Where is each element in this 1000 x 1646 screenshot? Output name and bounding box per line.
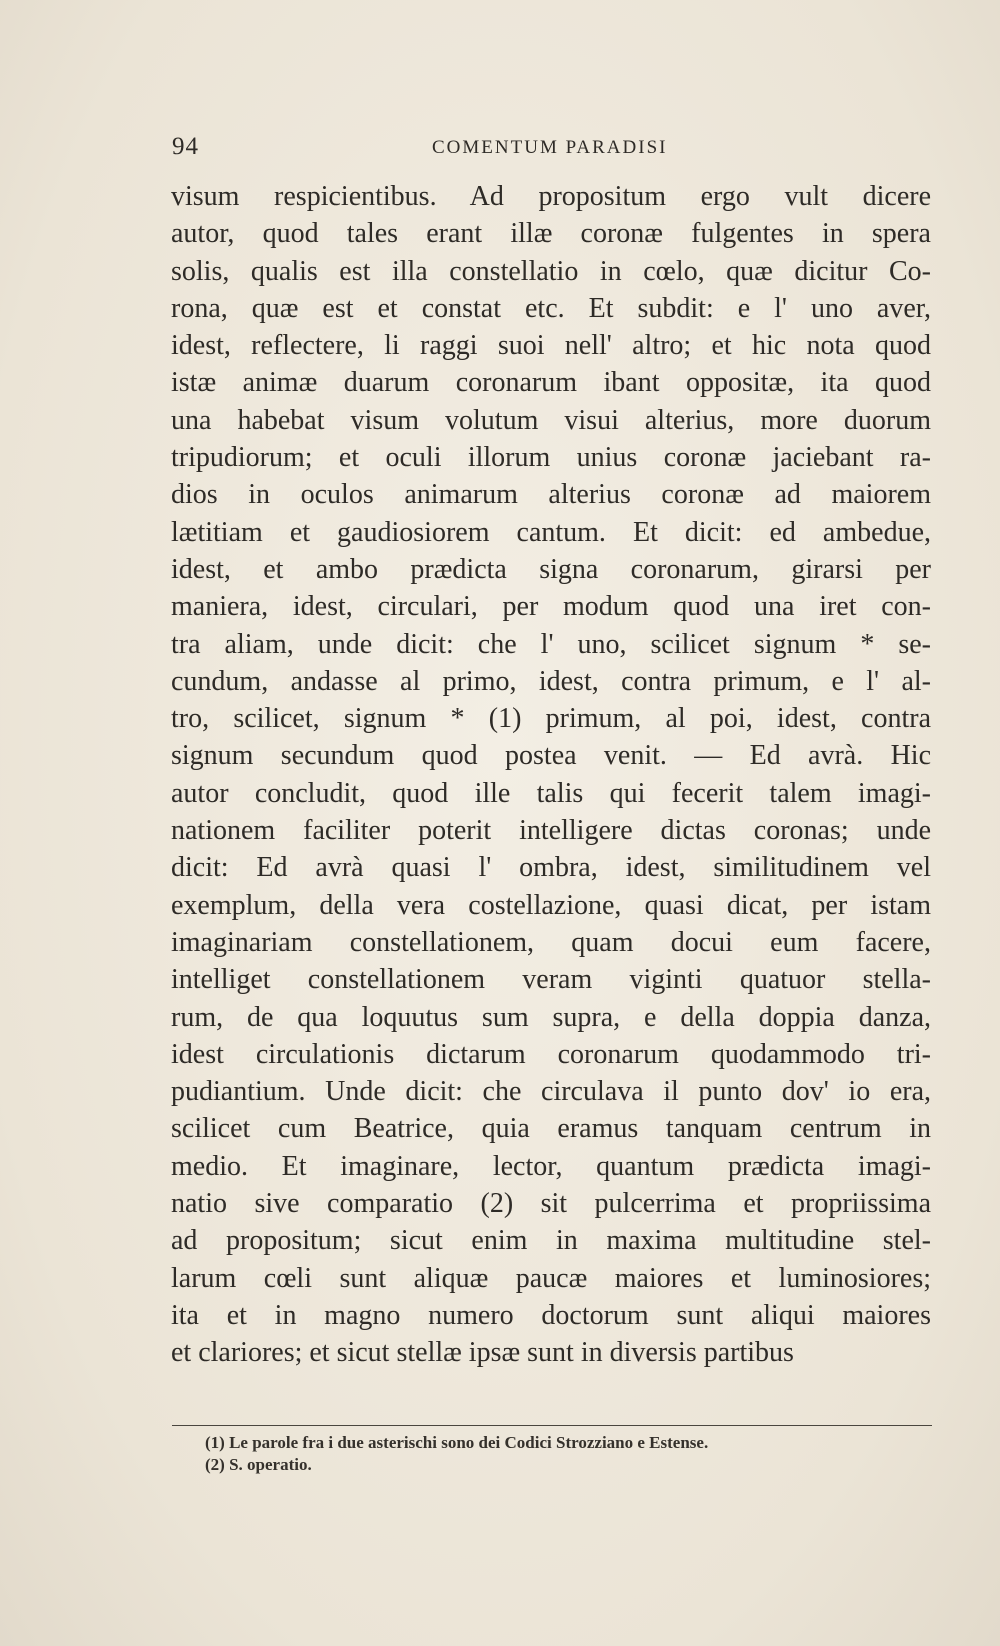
text-line: ita et in magno numero doctorum sunt aliqui maiores [171,1299,931,1331]
text-line: idest circulationis dictarum coronarum quodammodo tri- [171,1038,931,1070]
text-line: signum secundum quod postea venit. — Ed avrà. Hic [171,740,931,772]
running-head [172,133,932,167]
text-line: larum cœli sunt aliquæ paucæ maiores et luminosiores; [171,1262,931,1294]
text-line: maniera, idest, circulari, per modum quod una iret con- [171,591,931,623]
text-line: idest, reflectere, li raggi suoi nell' altro; et hic nota quod [171,330,931,362]
text-line: dicit: Ed avrà quasi l' ombra, idest, similitudinem vel [171,852,931,884]
running-title: COMENTUM PARADISI [432,137,668,158]
text-line: solis, qualis est illa constellatio in cœlo, quæ dicitur Co- [171,255,931,287]
text-line: tra aliam, unde dicit: che l' uno, scilicet signum * se- [171,628,931,660]
text-line: tro, scilicet, signum * (1) primum, al poi, idest, contra [171,703,931,735]
text-line: ad propositum; sicut enim in maxima multitudine stel- [171,1225,931,1257]
text-line: imaginariam constellationem, quam docui eum facere, [171,926,931,958]
text-line: pudiantium. Unde dicit: che circulava il punto dov' io era, [171,1076,931,1108]
footnotes [205,1432,925,1476]
text-line: idest, et ambo prædicta signa coronarum, girarsi per [171,553,931,585]
text-line: cundum, andasse al primo, idest, contra primum, e l' al- [171,665,931,697]
text-line: tripudiorum; et oculi illorum unius coronæ jaciebant ra- [171,442,931,474]
text-line: una habebat visum volutum visui alterius, more duorum [171,404,931,436]
text-line: rona, quæ est et constat etc. Et subdit: e l' uno aver, [171,292,931,324]
text-line: visum respicientibus. Ad propositum ergo vult dicere [171,181,931,212]
footnote-1: (1) Le parole fra i due asterischi sono dei Codici Strozziano e Estense. [205,1433,709,1452]
text-line: lætitiam et gaudiosiorem cantum. Et dicit: ed ambedue, [171,516,931,548]
text-line: scilicet cum Beatrice, quia eramus tanquam centrum in [171,1113,931,1145]
text-line: et clariores; et sicut stellæ ipsæ sunt in diversis partibus [171,1337,794,1369]
footnote-rule [172,1425,932,1426]
footnote-2: (2) S. operatio. [205,1455,312,1474]
text-line: rum, de qua loquutus sum supra, e della doppia danza, [171,1001,931,1033]
text-line: nationem faciliter poterit intelligere dictas coronas; unde [171,815,931,847]
text-line: istæ animæ duarum coronarum ibant oppositæ, ita quod [171,367,931,399]
text-line: intelliget constellationem veram viginti quatuor stella- [171,964,931,996]
text-line: exemplum, della vera costellazione, quasi dicat, per istam [171,889,931,921]
text-line: medio. Et imaginare, lector, quantum prædicta imagi- [171,1150,931,1182]
text-line: natio sive comparatio (2) sit pulcerrima et propriissima [171,1188,931,1220]
page-number: 94 [172,133,199,160]
text-line: autor concludit, quod ille talis qui fecerit talem imagi- [171,777,931,809]
text-line: autor, quod tales erant illæ coronæ fulgentes in spera [171,218,931,250]
text-line: dios in oculos animarum alterius coronæ ad maiorem [171,479,931,511]
body-text [171,178,931,1372]
